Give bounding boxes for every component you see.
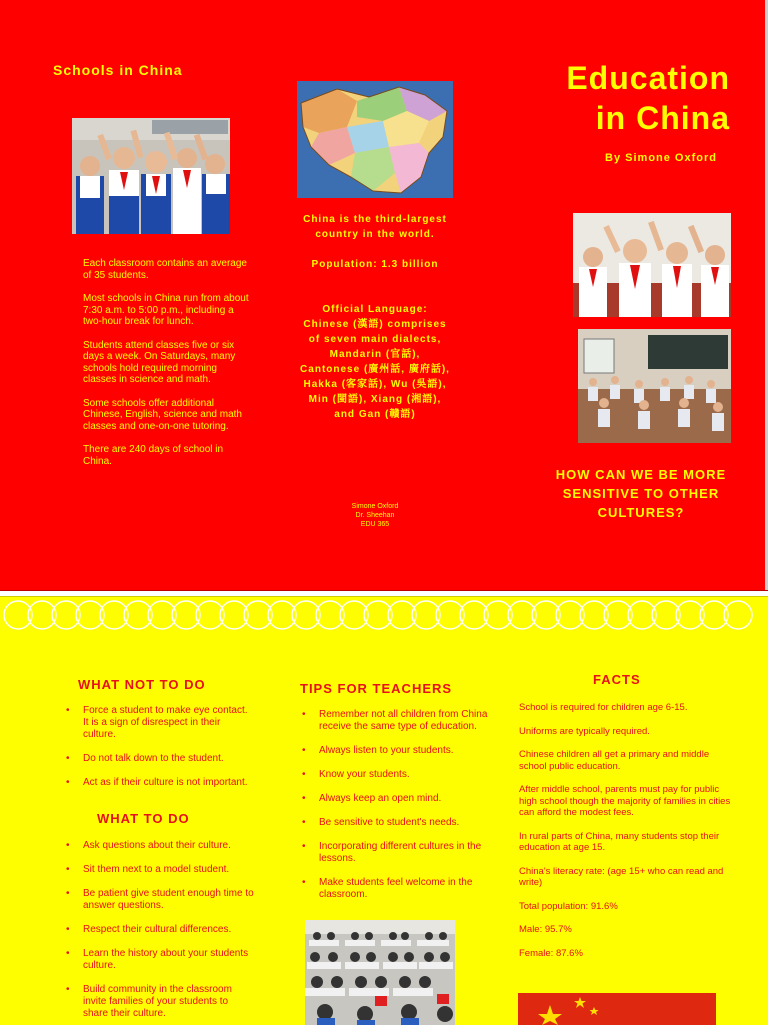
brochure-title (520, 58, 730, 138)
fact-item: Chinese children all get a primary and middle school public education. (519, 749, 710, 772)
list-item: • Be patient give student enough time to answer questions. (64, 888, 254, 912)
what-not-to-do-heading: WHAT NOT TO DO (78, 677, 206, 692)
list-item: • Build community in the classroom invite families of your students to share their culture. (64, 984, 254, 1020)
paragraph-class-size: Each classroom contains an average of 35 students. (83, 258, 247, 281)
paragraph-school-hours: Most schools in China run from about 7:30 a.m. to 5:00 p.m., including a two-hour break for lunch. (83, 293, 249, 327)
credit-instructor: Dr. Sheehan (355, 512, 395, 519)
tips-list (300, 709, 490, 901)
what-to-do-list (64, 840, 254, 1020)
list-item: • Always listen to your students. (300, 745, 490, 757)
title-line-2: in China (595, 100, 730, 136)
what-to-do-heading: WHAT TO DO (97, 811, 190, 826)
title-line-1: Education (566, 60, 730, 96)
list-item: • Remember not all children from China receive the same type of education. (300, 709, 490, 733)
list-item: • Sit them next to a model student. (64, 864, 254, 876)
list-item: • Respect their cultural differences. (64, 924, 254, 936)
literacy-rate-label: China's literacy rate: (age 15+ who can read and write) (519, 865, 724, 888)
list-item: • Make students feel welcome in the classroom. (300, 877, 490, 901)
brochure-page-inside (0, 596, 768, 1025)
list-item: • Know your students. (300, 769, 490, 781)
paragraph-school-year: There are 240 days of school in China. (83, 444, 224, 467)
tips-heading: TIPS FOR TEACHERS (300, 681, 453, 696)
fact-item: After middle school, parents must pay for public high school though the majority of families in cities can afford the modest fees. (519, 784, 731, 818)
list-item: • Ask questions about their culture. (64, 840, 254, 852)
population-fact: Population: 1.3 billion (311, 259, 439, 270)
fact-item: School is required for children age 6-15. (519, 702, 688, 713)
literacy-male: Male: 95.7% (519, 924, 572, 935)
literacy-female: Female: 87.6% (519, 947, 583, 959)
facts-heading: FACTS (593, 672, 641, 687)
paragraph-school-days: Students attend classes five or six days a week. On Saturdays, many schools hold required morning classes in science and math. (83, 339, 236, 385)
sensitivity-question: HOW CAN WE BE MORE SENSITIVE TO OTHER CULTURES? (555, 467, 727, 520)
what-not-to-do-list (64, 705, 254, 789)
list-item: • Be sensitive to student's needs. (300, 817, 490, 829)
schools-paragraphs (83, 258, 253, 467)
fact-item: Uniforms are typically required. (519, 725, 650, 737)
list-item: • Do not talk down to the student. (64, 753, 254, 765)
literacy-total: Total population: 91.6% (519, 900, 618, 912)
credit-author: Simone Oxford (351, 503, 399, 510)
official-language-fact: Official Language: Chinese (漢語) comprises of seven main dialects, Mandarin (官話), Cantonese (廣州話, 廣府話), Hakka (客家話), Wu (吳語), Min (閩語), Xiang (湘語), and Gan (贛語) (300, 304, 450, 420)
third-largest-fact: China is the third-largest country in the world. (303, 214, 447, 240)
china-map-image (297, 81, 453, 198)
decorative-circle-border (0, 597, 768, 637)
paragraph-extra-classes: Some schools offer additional Chinese, English, science and math classes and one-on-one tutoring. (83, 397, 242, 432)
list-item: • Learn the history about your students culture. (64, 948, 254, 972)
credit-course: EDU 365 (360, 521, 390, 528)
credits (300, 502, 450, 529)
students-classroom-salute-photo (573, 213, 731, 317)
schools-heading: Schools in China (53, 62, 183, 78)
crowded-classroom-photo (305, 920, 455, 1025)
students-saluting-photo (72, 118, 230, 234)
facts-list (519, 702, 731, 959)
china-flag-image (518, 993, 716, 1025)
list-item: • Act as if their culture is not important. (64, 777, 254, 789)
fact-item: In rural parts of China, many students stop their education at age 15. (519, 830, 720, 853)
china-facts (300, 212, 450, 422)
byline: By Simone Oxford (605, 152, 717, 164)
list-item: • Always keep an open mind. (300, 793, 490, 805)
classroom-desks-photo (578, 329, 731, 443)
list-item: • Force a student to make eye contact. It is a sign of disrespect in their culture. (64, 705, 254, 741)
list-item: • Incorporating different cultures in the lessons. (300, 841, 490, 865)
